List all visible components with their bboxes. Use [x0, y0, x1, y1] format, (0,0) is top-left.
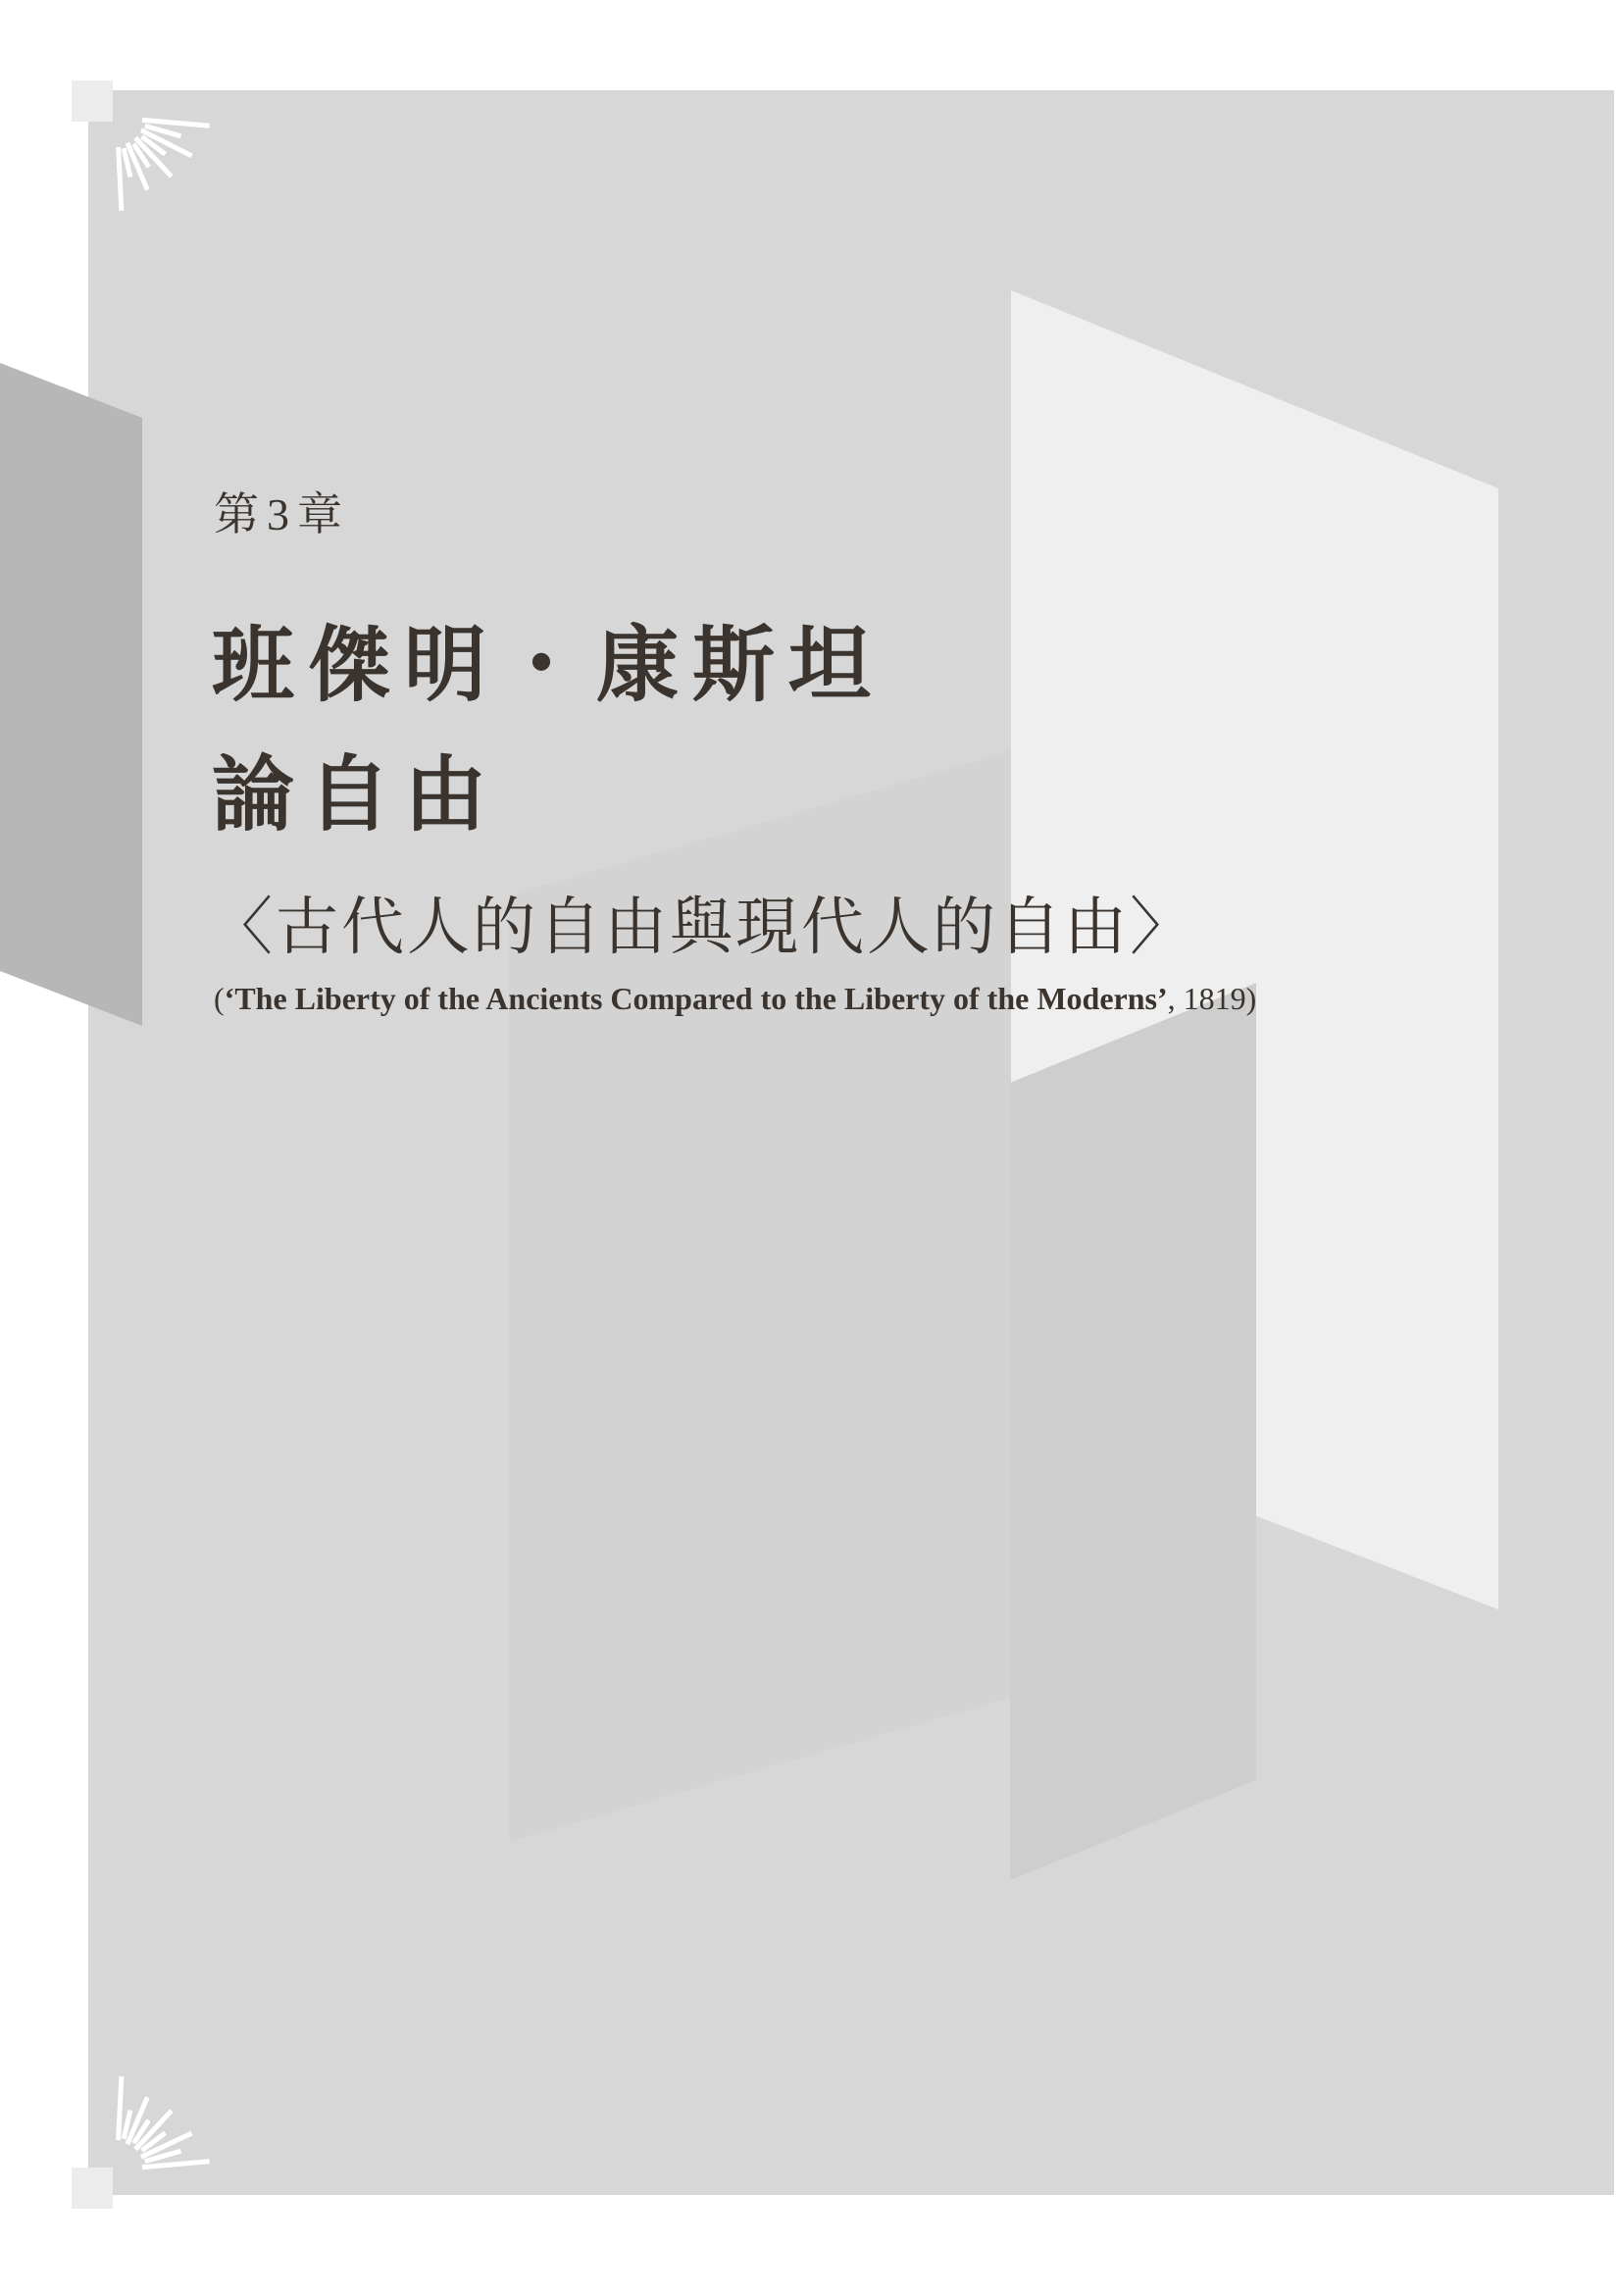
citation-suffix: , 1819)	[1167, 981, 1257, 1016]
citation-title: ‘The Liberty of the Ancients Compared to the Liberty of the Moderns’	[224, 981, 1168, 1016]
citation-prefix: (	[214, 981, 225, 1016]
chapter-title-line1: 班傑明・康斯坦	[212, 619, 885, 711]
chapter-subtitle: 〈古代人的自由與現代人的自由〉	[210, 893, 1195, 962]
source-citation	[214, 981, 1256, 1017]
chapter-number-label: 第3章	[214, 489, 350, 539]
chapter-title	[212, 600, 885, 859]
chapter-title-line2: 論自由	[212, 748, 501, 841]
